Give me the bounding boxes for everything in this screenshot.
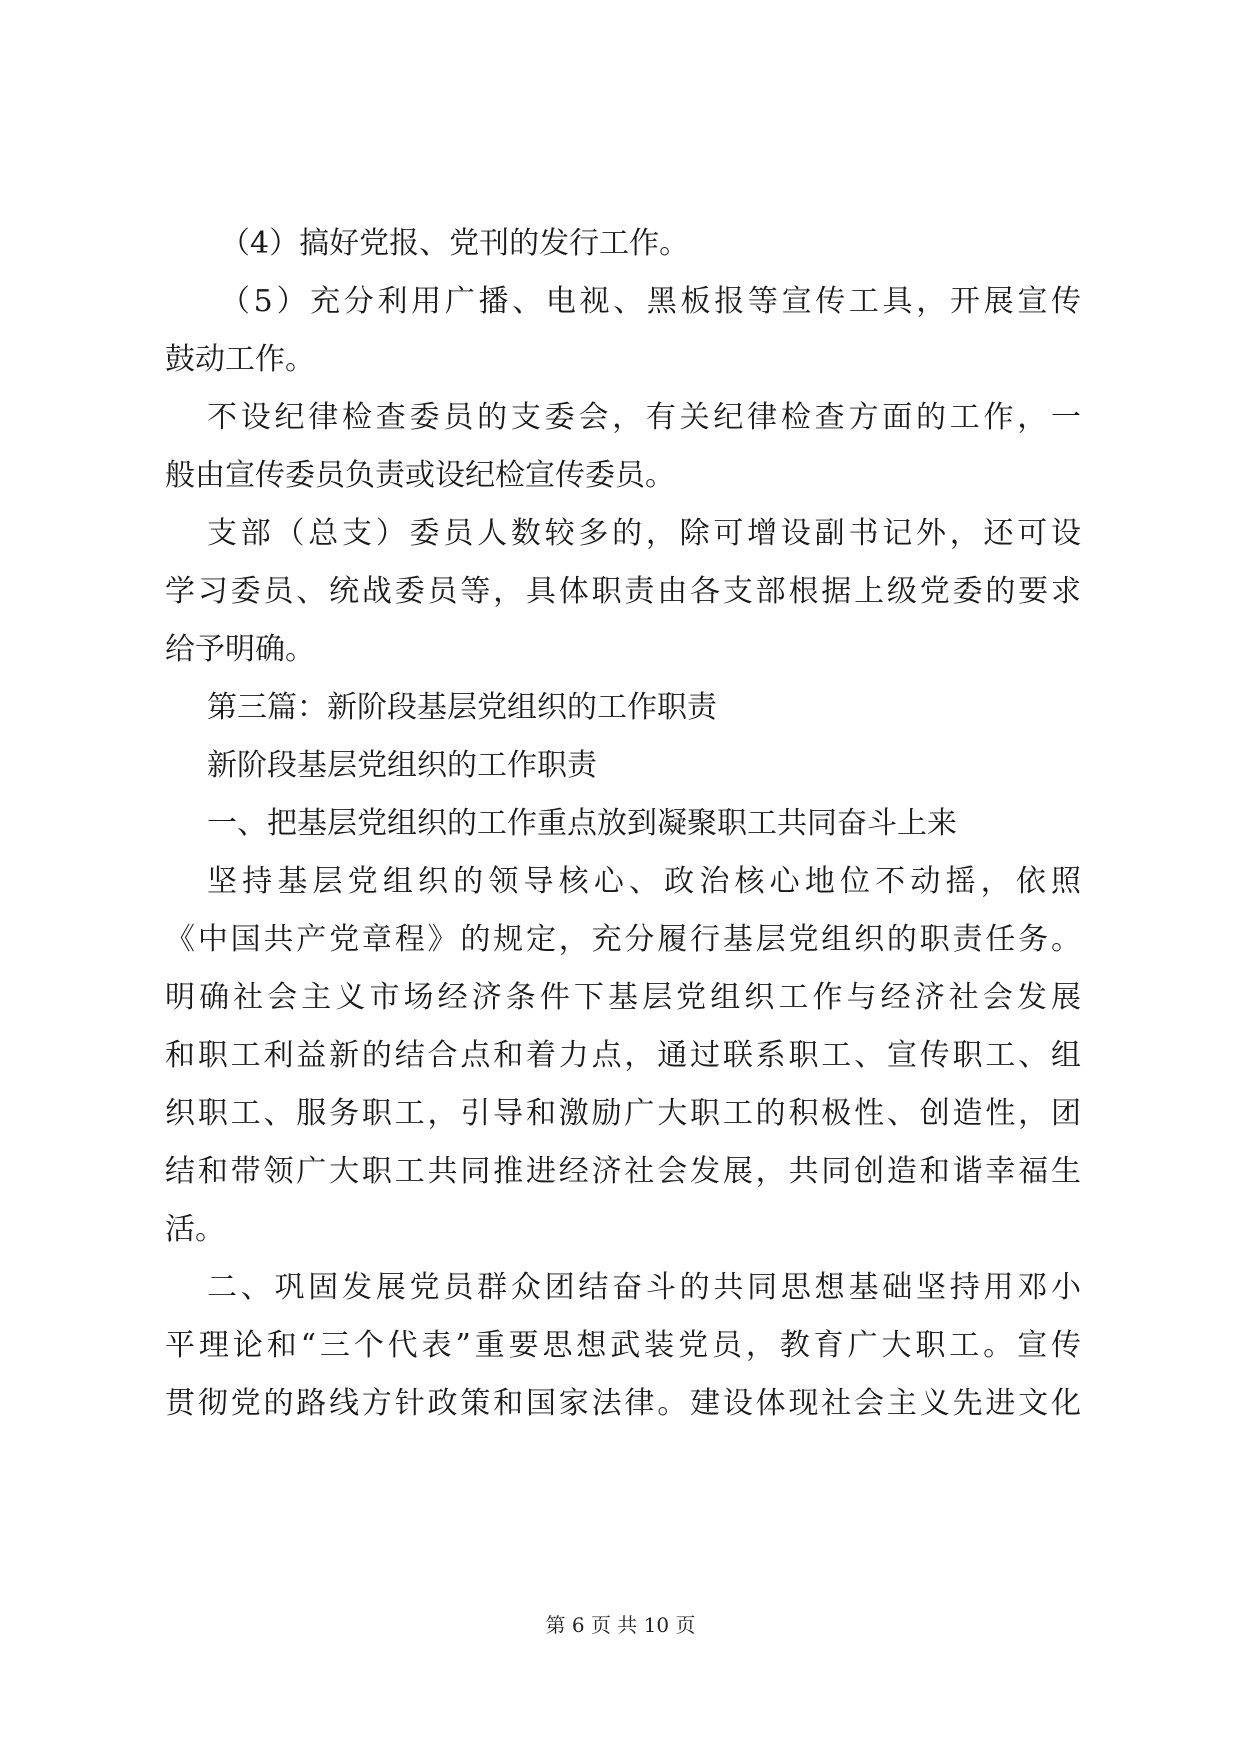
- paragraph-line: 织职工、服务职工，引导和激励广大职工的积极性、创造性，团: [165, 1096, 1081, 1131]
- paragraph-line: 《中国共产党章程》的规定，充分履行基层党组织的职责任务。: [165, 922, 1081, 957]
- paragraph-line: 般由宣传委员负责或设纪检宣传委员。: [165, 458, 675, 493]
- paragraph-line: 支部（总支）委员人数较多的，除可增设副书记外，还可设: [207, 516, 1081, 551]
- paragraph-line: 活。: [165, 1212, 225, 1247]
- paragraph-line: （5）充分利用广播、电视、黑板报等宣传工具，开展宣传: [220, 284, 1081, 319]
- paragraph-line: 贯彻党的路线方针政策和国家法律。建设体现社会主义先进文化: [165, 1386, 1081, 1421]
- section-title: 第三篇：新阶段基层党组织的工作职责: [207, 690, 717, 725]
- paragraph-line: （4）搞好党报、党刊的发行工作。: [220, 226, 690, 261]
- paragraph-line: 平理论和“三个代表”重要思想武装党员，教育广大职工。宣传: [165, 1328, 1081, 1363]
- paragraph-line: 明确社会主义市场经济条件下基层党组织工作与经济社会发展: [165, 980, 1081, 1015]
- section-subtitle: 新阶段基层党组织的工作职责: [207, 748, 597, 783]
- paragraph-line: 给予明确。: [165, 632, 315, 667]
- paragraph-line: 结和带领广大职工共同推进经济社会发展，共同创造和谐幸福生: [165, 1154, 1081, 1189]
- paragraph-line: 学习委员、统战委员等，具体职责由各支部根据上级党委的要求: [165, 574, 1081, 609]
- paragraph-line: 二、巩固发展党员群众团结奋斗的共同思想基础坚持用邓小: [207, 1270, 1081, 1305]
- paragraph-line: 坚持基层党组织的领导核心、政治核心地位不动摇，依照: [207, 864, 1081, 899]
- page-number-footer: 第 6 页 共 10 页: [545, 1613, 696, 1637]
- paragraph-line: 不设纪律检查委员的支委会，有关纪律检查方面的工作，一: [207, 400, 1081, 435]
- paragraph-line: 和职工利益新的结合点和着力点，通过联系职工、宣传职工、组: [165, 1038, 1081, 1073]
- paragraph-line: 鼓动工作。: [165, 342, 315, 377]
- section-heading: 一、把基层党组织的工作重点放到凝聚职工共同奋斗上来: [207, 806, 957, 841]
